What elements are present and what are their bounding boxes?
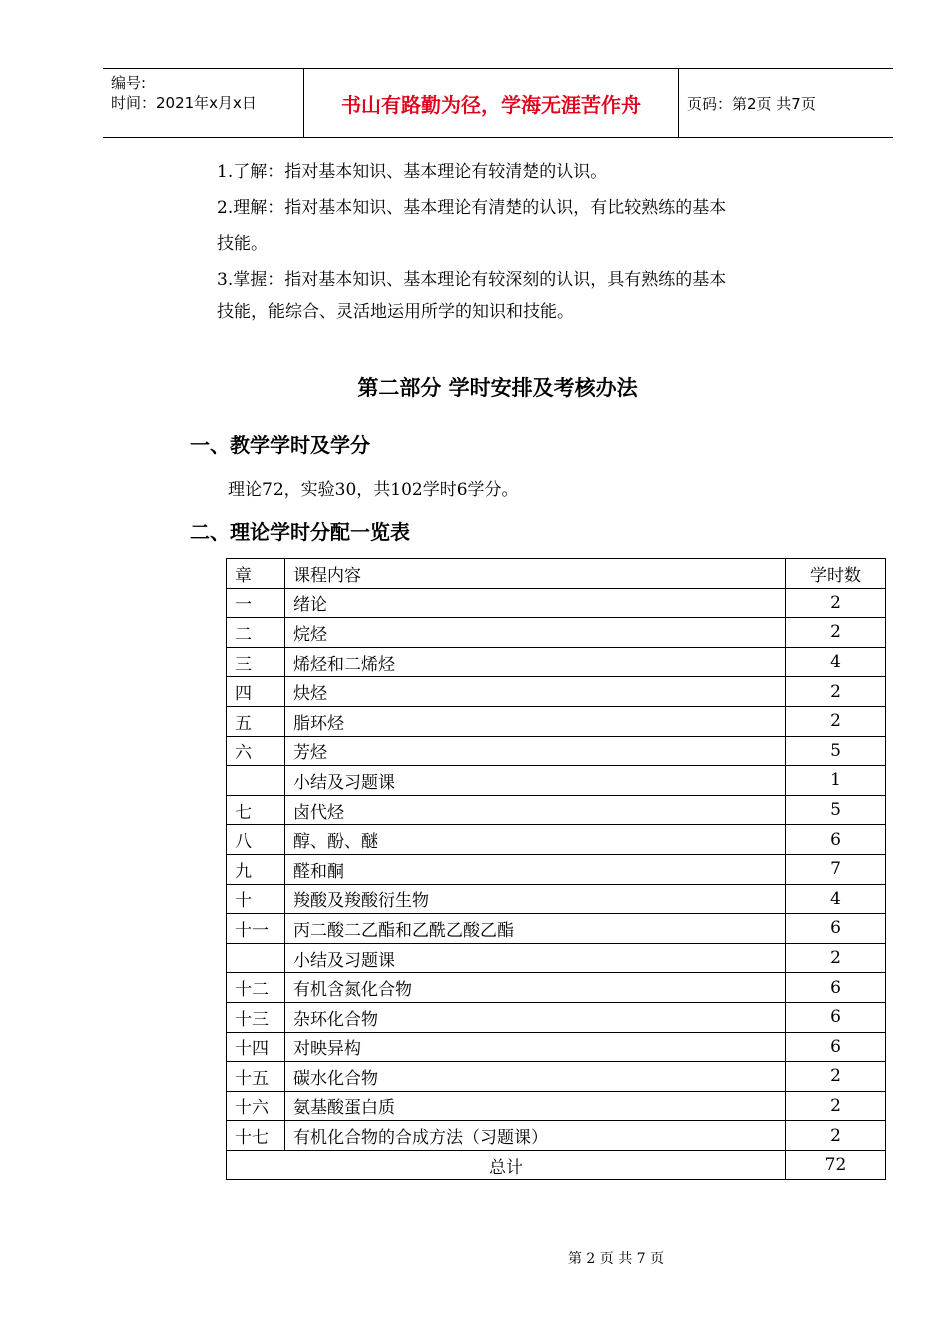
chapter-cell: 十: [227, 884, 285, 914]
chapter-cell: 十五: [227, 1062, 285, 1092]
total-label: 总计: [227, 1150, 786, 1180]
content-cell: 炔烃: [285, 677, 786, 707]
header-content: 课程内容: [285, 559, 786, 589]
content-cell: 羧酸及羧酸衍生物: [285, 884, 786, 914]
content-cell: 小结及习题课: [285, 766, 786, 796]
hours-cell: 7: [786, 854, 886, 884]
section-title: 第二部分 学时安排及考核办法: [357, 376, 638, 400]
subheading-hours-table: 二、理论学时分配一览表: [190, 520, 410, 544]
header-divider-right: [678, 69, 679, 137]
table-row: [227, 854, 886, 884]
chapter-cell: 十四: [227, 1032, 285, 1062]
hours-summary: 理论72，实验30，共102学时6学分。: [228, 480, 519, 500]
content-cell: 绪论: [285, 588, 786, 618]
chapter-cell: 十六: [227, 1091, 285, 1121]
hours-cell: 2: [786, 1121, 886, 1151]
chapter-cell: 六: [227, 736, 285, 766]
page-header: [103, 68, 893, 138]
hours-cell: 2: [786, 1091, 886, 1121]
content-cell: 有机含氮化合物: [285, 973, 786, 1003]
chapter-cell: 十二: [227, 973, 285, 1003]
table-row: [227, 914, 886, 944]
content-cell: 烷烃: [285, 618, 786, 648]
header-page-label: 页码：第2页 共7页: [687, 95, 816, 113]
table-row: [227, 677, 886, 707]
hours-cell: 5: [786, 736, 886, 766]
content-cell: 醛和酮: [285, 854, 786, 884]
hours-cell: 6: [786, 1002, 886, 1032]
hours-cell: 2: [786, 943, 886, 973]
table-row: [227, 766, 886, 796]
hours-cell: 2: [786, 1062, 886, 1092]
intro-line-1: 1.了解：指对基本知识、基本理论有较清楚的认识。: [217, 162, 608, 182]
content-cell: 烯烃和二烯烃: [285, 647, 786, 677]
intro-line-2: 2.理解：指对基本知识、基本理论有清楚的认识，有比较熟练的基本: [217, 198, 727, 218]
subheading-teaching-hours: 一、教学学时及学分: [190, 433, 370, 457]
hours-cell: 6: [786, 1032, 886, 1062]
chapter-cell: 三: [227, 647, 285, 677]
total-hours: 72: [786, 1150, 886, 1180]
header-time-label: 时间：2021年x月x日: [111, 94, 257, 112]
table-row: [227, 1002, 886, 1032]
table-header-row: [227, 559, 886, 589]
hours-cell: 5: [786, 795, 886, 825]
chapter-cell: 九: [227, 854, 285, 884]
hours-cell: 2: [786, 588, 886, 618]
chapter-cell: 四: [227, 677, 285, 707]
content-cell: 脂环烃: [285, 706, 786, 736]
content-cell: 芳烃: [285, 736, 786, 766]
table-row: [227, 1032, 886, 1062]
content-cell: 卤代烃: [285, 795, 786, 825]
content-cell: 小结及习题课: [285, 943, 786, 973]
table-row: [227, 706, 886, 736]
table-row: [227, 943, 886, 973]
hours-cell: 2: [786, 618, 886, 648]
table-row: [227, 647, 886, 677]
content-cell: 丙二酸二乙酯和乙酰乙酸乙酯: [285, 914, 786, 944]
chapter-cell: [227, 766, 285, 796]
chapter-cell: 十三: [227, 1002, 285, 1032]
content-cell: 对映异构: [285, 1032, 786, 1062]
table-row: [227, 1121, 886, 1151]
table-row: [227, 973, 886, 1003]
table-row: [227, 1091, 886, 1121]
table-row: [227, 736, 886, 766]
chapter-cell: 五: [227, 706, 285, 736]
hours-cell: 6: [786, 825, 886, 855]
table-row: [227, 795, 886, 825]
hours-cell: 2: [786, 677, 886, 707]
hours-cell: 1: [786, 766, 886, 796]
intro-line-4: 3.掌握：指对基本知识、基本理论有较深刻的认识，具有熟练的基本: [217, 270, 727, 290]
hours-cell: 2: [786, 706, 886, 736]
content-cell: 杂环化合物: [285, 1002, 786, 1032]
page-footer: 第 2 页 共 7 页: [567, 1251, 665, 1267]
table-row: [227, 825, 886, 855]
chapter-cell: 十七: [227, 1121, 285, 1151]
content-cell: 氨基酸蛋白质: [285, 1091, 786, 1121]
table-row: [227, 618, 886, 648]
chapter-cell: 十一: [227, 914, 285, 944]
intro-line-3: 技能。: [217, 234, 268, 254]
total-row: [227, 1150, 886, 1180]
hours-cell: 4: [786, 884, 886, 914]
header-meta: [111, 73, 257, 113]
chapter-cell: 七: [227, 795, 285, 825]
header-motto: 书山有路勤为径，学海无涯苦作舟: [341, 93, 641, 117]
chapter-cell: 八: [227, 825, 285, 855]
intro-line-5: 技能，能综合、灵活地运用所学的知识和技能。: [217, 302, 574, 322]
table-row: [227, 884, 886, 914]
hours-cell: 6: [786, 973, 886, 1003]
hours-table: [226, 558, 886, 1180]
header-hours: 学时数: [786, 559, 886, 589]
chapter-cell: 一: [227, 588, 285, 618]
table-row: [227, 588, 886, 618]
hours-cell: 6: [786, 914, 886, 944]
chapter-cell: [227, 943, 285, 973]
content-cell: 有机化合物的合成方法（习题课）: [285, 1121, 786, 1151]
header-chapter: 章: [227, 559, 285, 589]
content-cell: 醇、酚、醚: [285, 825, 786, 855]
table-row: [227, 1062, 886, 1092]
header-number-label: 编号:: [111, 74, 147, 92]
hours-cell: 4: [786, 647, 886, 677]
chapter-cell: 二: [227, 618, 285, 648]
content-cell: 碳水化合物: [285, 1062, 786, 1092]
